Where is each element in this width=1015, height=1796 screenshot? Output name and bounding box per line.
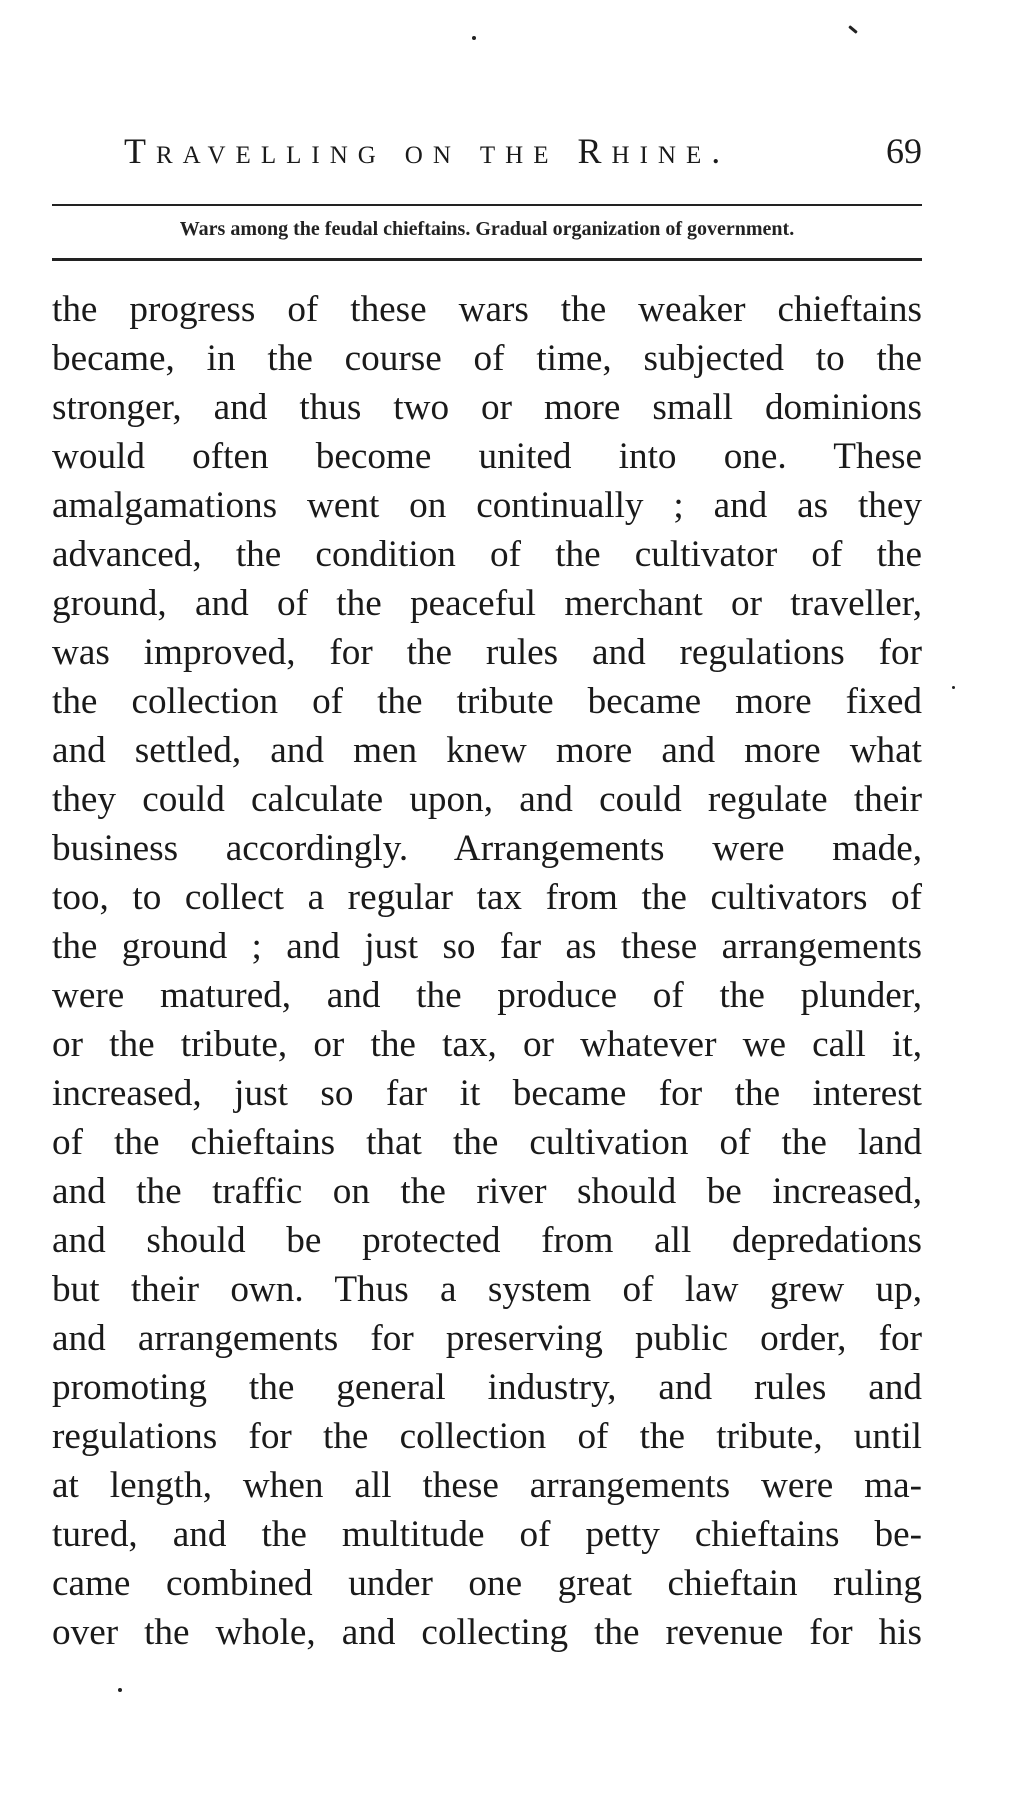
- text-line: the ground ; and just so far as these arrangements: [52, 926, 922, 967]
- text-line: and arrangements for preserving public order, for: [52, 1318, 922, 1359]
- text-line: advanced, the condition of the cultivator of the: [52, 534, 922, 575]
- text-line: amalgamations went on continually ; and as they: [52, 485, 922, 526]
- text-line: too, to collect a regular tax from the cultivators of: [52, 877, 922, 918]
- text-line: of the chieftains that the cultivation of the land: [52, 1122, 922, 1163]
- text-line: became, in the course of time, subjected to the: [52, 338, 922, 379]
- text-line: promoting the general industry, and rules and: [52, 1367, 922, 1408]
- text-line: they could calculate upon, and could regulate their: [52, 779, 922, 820]
- text-line: the collection of the tribute became more fixed: [52, 681, 922, 722]
- text-line: increased, just so far it became for the interest: [52, 1073, 922, 1114]
- running-header: [52, 130, 922, 190]
- text-line: regulations for the collection of the tribute, until: [52, 1416, 922, 1457]
- print-speck: [952, 686, 955, 689]
- text-line: came combined under one great chieftain ruling: [52, 1563, 922, 1604]
- text-line: stronger, and thus two or more small dominions: [52, 387, 922, 428]
- text-line: but their own. Thus a system of law grew up,: [52, 1269, 922, 1310]
- text-line: were matured, and the produce of the plunder,: [52, 975, 922, 1016]
- print-speck: [472, 36, 476, 40]
- text-line: ground, and of the peaceful merchant or traveller,: [52, 583, 922, 624]
- print-speck: [118, 1688, 122, 1692]
- text-line: and settled, and men knew more and more what: [52, 730, 922, 771]
- text-line: was improved, for the rules and regulations for: [52, 632, 922, 673]
- text-line: at length, when all these arrangements were ma-: [52, 1465, 922, 1506]
- page-summary: Wars among the feudal chieftains. Gradual organization of government.: [179, 218, 795, 240]
- text-line: and should be protected from all depredations: [52, 1220, 922, 1261]
- text-line: and the traffic on the river should be increased,: [52, 1171, 922, 1212]
- print-speck: [848, 25, 858, 34]
- text-line: the progress of these wars the weaker chieftains: [52, 289, 922, 330]
- text-line: over the whole, and collecting the revenue for his: [52, 1612, 922, 1653]
- text-line: business accordingly. Arrangements were made,: [52, 828, 922, 869]
- header-rule-top: [52, 204, 922, 206]
- text-line: would often become united into one. These: [52, 436, 922, 477]
- header-rule-bottom: [52, 258, 922, 261]
- body-text: [52, 285, 922, 1657]
- text-line: tured, and the multitude of petty chieftains be-: [52, 1514, 922, 1555]
- text-line: or the tribute, or the tax, or whatever we call it,: [52, 1024, 922, 1065]
- page-number: 69: [886, 131, 922, 171]
- running-title: Travelling on the Rhine.: [124, 131, 731, 171]
